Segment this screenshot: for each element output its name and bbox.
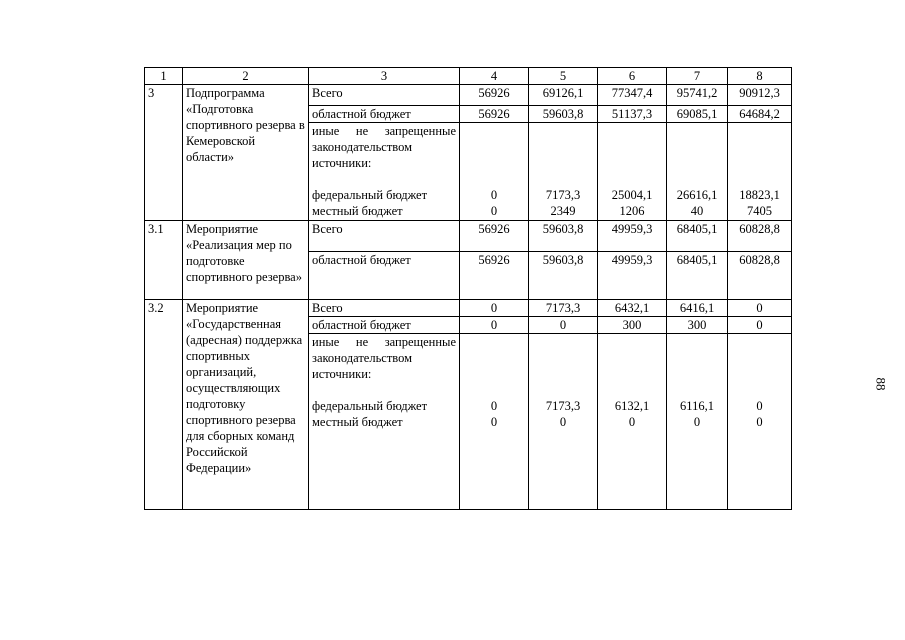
value-cell: 64684,2 — [728, 106, 792, 123]
header-row — [145, 68, 792, 85]
budget-sub-labels: федеральный бюджет местный бюджет — [312, 399, 428, 429]
value-cell: 56926 — [460, 221, 529, 252]
funding-label — [309, 123, 460, 221]
page-number: 88 — [873, 377, 889, 391]
program-name: Мероприятие «Государственная (адресная) поддержка спортивных организаций, осуществляющих подготовку спортивного резерва для сборных команд Российской Федерации» — [183, 300, 309, 510]
value-cell: 56926 — [460, 106, 529, 123]
value-cell: 0 — [728, 317, 792, 334]
value-cell: 0 — [529, 317, 598, 334]
value-cell: 49959,3 — [598, 252, 667, 300]
value-cell: 56926 — [460, 85, 529, 106]
value-cell: 56926 — [460, 252, 529, 300]
value-cell: 6416,1 — [667, 300, 728, 317]
funding-label: Всего — [309, 300, 460, 317]
value-cell: 0 — [460, 317, 529, 334]
funding-label: областной бюджет — [309, 106, 460, 123]
value-cell: 59603,8 — [529, 252, 598, 300]
value-cell: 68405,1 — [667, 252, 728, 300]
value-cell: 300 — [667, 317, 728, 334]
column-header-5: 5 — [529, 68, 598, 85]
budget-table — [144, 67, 792, 510]
value-cell: 7173,3 — [529, 300, 598, 317]
value-cell: 7173,3 2349 — [529, 123, 598, 221]
value-cell: 90912,3 — [728, 85, 792, 106]
value-cell: 49959,3 — [598, 221, 667, 252]
budget-sub-labels: федеральный бюджет местный бюджет — [312, 188, 428, 218]
column-header-7: 7 — [667, 68, 728, 85]
value-cell: 300 — [598, 317, 667, 334]
funding-label — [309, 334, 460, 510]
column-header-2: 2 — [183, 68, 309, 85]
value-cell: 68405,1 — [667, 221, 728, 252]
value-cell: 69126,1 — [529, 85, 598, 106]
funding-label: областной бюджет — [309, 317, 460, 334]
value-cell: 0 — [728, 300, 792, 317]
program-name: Подпрограмма «Подготовка спортивного резерва в Кемеровской области» — [183, 85, 309, 221]
table-row — [145, 85, 792, 106]
row-number: 3 — [145, 85, 183, 221]
value-cell: 51137,3 — [598, 106, 667, 123]
value-cell: 0 — [460, 300, 529, 317]
value-cell: 60828,8 — [728, 221, 792, 252]
value-cell: 59603,8 — [529, 221, 598, 252]
row-number: 3.2 — [145, 300, 183, 510]
funding-label: Всего — [309, 221, 460, 252]
value-cell: 77347,4 — [598, 85, 667, 106]
value-cell: 0 0 — [728, 334, 792, 510]
table-row — [145, 300, 792, 317]
value-cell: 6432,1 — [598, 300, 667, 317]
value-cell: 25004,1 1206 — [598, 123, 667, 221]
value-cell: 7173,3 0 — [529, 334, 598, 510]
value-cell: 26616,1 40 — [667, 123, 728, 221]
funding-label: Всего — [309, 85, 460, 106]
column-header-3: 3 — [309, 68, 460, 85]
value-cell: 6132,1 0 — [598, 334, 667, 510]
value-cell: 0 0 — [460, 123, 529, 221]
table-row — [145, 221, 792, 252]
value-cell: 69085,1 — [667, 106, 728, 123]
column-header-4: 4 — [460, 68, 529, 85]
value-cell: 59603,8 — [529, 106, 598, 123]
value-cell: 60828,8 — [728, 252, 792, 300]
row-number: 3.1 — [145, 221, 183, 300]
column-header-1: 1 — [145, 68, 183, 85]
program-name: Мероприятие «Реализация мер по подготовке спортивного резерва» — [183, 221, 309, 300]
value-cell: 0 0 — [460, 334, 529, 510]
value-cell: 6116,1 0 — [667, 334, 728, 510]
other-sources-label: иные не запрещенные законодательством источники: — [312, 335, 456, 381]
value-cell: 18823,1 7405 — [728, 123, 792, 221]
column-header-6: 6 — [598, 68, 667, 85]
other-sources-label: иные не запрещенные законодательством источники: — [312, 124, 456, 170]
funding-label: областной бюджет — [309, 252, 460, 300]
value-cell: 95741,2 — [667, 85, 728, 106]
column-header-8: 8 — [728, 68, 792, 85]
